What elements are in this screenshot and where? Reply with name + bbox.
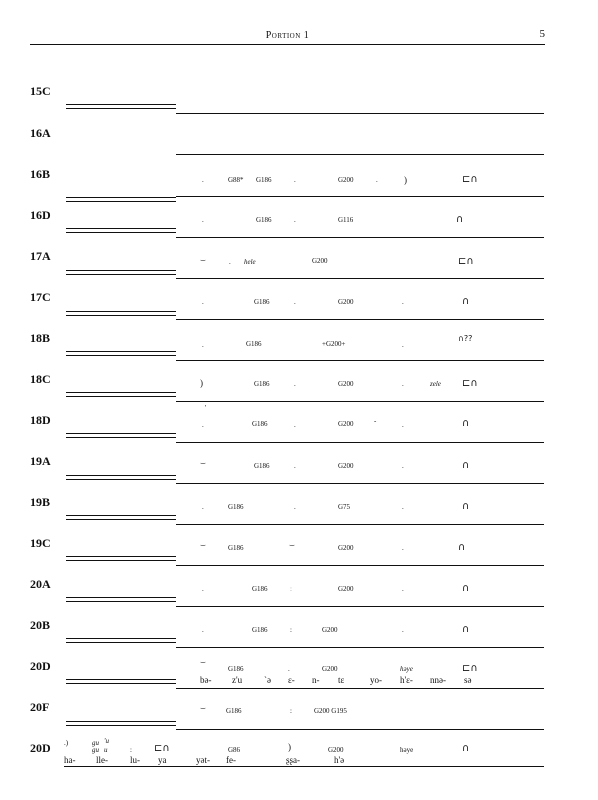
neume-code: G186: [228, 503, 244, 511]
notation-row: [0, 167, 598, 208]
neume-code: G186: [256, 216, 272, 224]
neume-dot: .: [229, 258, 231, 266]
neume-code: G186: [252, 626, 268, 634]
neume-dot: .: [202, 216, 204, 224]
syllable: tɛ: [338, 675, 345, 685]
row-label: 18D: [30, 413, 51, 427]
mode-sign: ⊏∩: [458, 256, 474, 267]
syllable: ʂʂa-: [286, 755, 300, 765]
mode-sign: ∩: [462, 460, 470, 471]
notation-row: [0, 290, 598, 331]
notation-row: [0, 454, 598, 495]
neume-sign: ): [200, 378, 203, 388]
notation-row: [0, 404, 598, 454]
neume-dash: -: [374, 417, 377, 425]
neume-code: +G200+: [322, 340, 346, 348]
staff-rule: [176, 647, 544, 648]
row-label: 18B: [30, 331, 51, 345]
neume-dot: .: [402, 298, 404, 306]
staff-rule: [176, 319, 544, 320]
notation-row: [0, 495, 598, 536]
double-rule: [66, 597, 176, 602]
staff-rule: [176, 360, 544, 361]
mode-sign: ∩??: [458, 334, 473, 343]
syllable: lu-: [130, 755, 140, 765]
double-rule: [66, 392, 176, 397]
mode-sign: ∩: [458, 542, 466, 553]
neume-dot: .: [202, 341, 204, 349]
neume-dot: .: [288, 665, 290, 673]
double-rule: [66, 270, 176, 275]
neume-dot: .: [376, 176, 378, 184]
neume-dot: .: [294, 216, 296, 224]
mode-sign: ⊏∩: [462, 174, 478, 185]
page-number: 5: [539, 28, 545, 40]
mode-sign: ⊏∩: [462, 378, 478, 389]
neume-code: G200: [338, 462, 354, 470]
neume-code: G186: [254, 380, 270, 388]
neume-code: G200: [338, 585, 354, 593]
neume-code: G200: [338, 380, 354, 388]
neume-dot: .: [202, 421, 204, 429]
neume-code: G88*: [228, 176, 244, 184]
notation-row: [0, 536, 598, 577]
notation-row: [0, 208, 598, 249]
syllable: nnə-: [430, 675, 446, 685]
notation-row: [0, 577, 598, 618]
neume-sign: ⌣: [200, 703, 206, 713]
neume-word: həye: [400, 665, 413, 673]
neume-code: G200: [312, 257, 328, 265]
syllable: `ə: [264, 675, 271, 685]
mode-sign: ∩: [462, 624, 470, 635]
neume-word: gu: [92, 739, 99, 747]
neume-dot: .: [294, 298, 296, 306]
notation-row: [0, 331, 598, 372]
row-label: 18C: [30, 372, 51, 386]
notation-row: [0, 700, 598, 741]
neume-code: G200 G195: [314, 707, 347, 715]
staff-rule: [176, 442, 544, 443]
syllable: yo-: [370, 675, 382, 685]
row-label: 20F: [30, 700, 50, 714]
row-label: 17A: [30, 249, 51, 263]
running-title: Portion 1: [265, 30, 310, 41]
neume-code: G116: [338, 216, 354, 224]
neume-code: G186: [226, 707, 242, 715]
notation-row: [0, 618, 598, 659]
double-rule: [66, 556, 176, 561]
neume-word: zele: [430, 380, 441, 388]
notation-row: [0, 737, 598, 782]
neume-dot: .: [402, 421, 404, 429]
double-rule: [66, 311, 176, 316]
neume-dot: .: [202, 503, 204, 511]
neume-dot: .: [402, 341, 404, 349]
neume-sign: ): [288, 742, 291, 752]
mode-sign: ∩: [462, 583, 470, 594]
neume-code: G75: [338, 503, 351, 511]
double-rule: [66, 351, 176, 356]
notation-row: [0, 372, 598, 413]
double-rule: [66, 638, 176, 643]
neume-code: G186: [246, 340, 262, 348]
syllable: ɛ-: [288, 675, 295, 685]
staff-rule: [176, 688, 544, 689]
neume-code: G200: [338, 544, 354, 552]
mode-sign: ∩: [462, 296, 470, 307]
neume-word: u: [104, 746, 108, 754]
syllable: lle-: [96, 755, 108, 765]
neume-sign: ⌣: [289, 540, 295, 550]
neume-code: G200: [322, 626, 338, 634]
row-label: 20A: [30, 577, 51, 591]
row-label: 19B: [30, 495, 51, 509]
neume-code: G186: [254, 298, 270, 306]
syllable: yət-: [196, 755, 210, 765]
neume-dot: .: [294, 176, 296, 184]
neume-colon: :: [290, 626, 292, 634]
header-rule: [30, 44, 545, 45]
syllable: h'ə: [334, 755, 345, 765]
syllable: ha-: [64, 755, 76, 765]
neume-word: həye: [400, 746, 414, 754]
double-rule: [66, 104, 176, 109]
staff-rule: [64, 766, 544, 767]
neume-sign: ): [404, 175, 407, 185]
neume-sign: ⌣: [200, 458, 206, 468]
staff-rule: [176, 729, 544, 730]
neume-dot: .: [294, 462, 296, 470]
neume-colon: :: [130, 746, 132, 754]
neume-sign: ⌣: [200, 540, 206, 550]
neume-word: gu: [92, 746, 99, 754]
neume-dot: .: [402, 462, 404, 470]
neume-dot: .: [294, 503, 296, 511]
staff-rule: [176, 565, 544, 566]
neume-sign: ⌣: [200, 657, 206, 667]
neume-colon: :: [290, 585, 292, 593]
syllable: sə: [464, 675, 472, 685]
syllable: h'ɛ-: [400, 675, 413, 685]
neume-code: G186: [228, 544, 244, 552]
neume-dot: .: [402, 544, 404, 552]
neume-colon: :: [290, 707, 292, 715]
staff-rule: [176, 483, 544, 484]
neume-dot: .: [202, 176, 204, 184]
staff-rule: [176, 237, 544, 238]
neume-code: G186: [254, 462, 270, 470]
row-label: 16D: [30, 208, 51, 222]
syllable: n-: [312, 675, 320, 685]
neume-dot: .: [294, 380, 296, 388]
neume-sign: .): [64, 739, 69, 747]
neume-dot: .: [402, 503, 404, 511]
mode-sign: ∩: [456, 214, 464, 225]
row-label: 16A: [30, 126, 51, 140]
neume-code: G200: [338, 176, 354, 184]
neume-dot: .: [402, 626, 404, 634]
neume-code: G200: [338, 298, 354, 306]
notation-row: [0, 659, 598, 700]
neume-code: G186: [252, 420, 268, 428]
staff-rule: [176, 196, 544, 197]
double-rule: [66, 679, 176, 684]
syllable: fe-: [226, 755, 236, 765]
row-label: 19C: [30, 536, 51, 550]
double-rule: [66, 433, 176, 438]
row-label: 20B: [30, 618, 51, 632]
double-rule: [66, 721, 176, 726]
row-label: 17C: [30, 290, 51, 304]
neume-code: G200: [338, 420, 354, 428]
row-label: 20D: [30, 659, 51, 673]
mode-sign: ∩: [462, 501, 470, 512]
row-label: 20D: [30, 741, 51, 755]
double-rule: [66, 515, 176, 520]
neume-word: hele: [244, 258, 256, 266]
neume-code: G86: [228, 746, 241, 754]
neume-dot: .: [402, 380, 404, 388]
mode-sign: ∩: [462, 743, 470, 754]
neume-code: G200: [328, 746, 344, 754]
neume-code: G186: [252, 585, 268, 593]
staff-rule: [176, 154, 544, 155]
staff-rule: [176, 401, 544, 402]
double-rule: [66, 197, 176, 202]
notation-row: [0, 249, 598, 290]
staff-rule: [176, 524, 544, 525]
neume-dot: .: [294, 421, 296, 429]
double-rule: [66, 228, 176, 233]
mode-sign: ⊏∩: [462, 663, 478, 674]
syllable: z'u: [232, 675, 243, 685]
neume-dot: .: [402, 585, 404, 593]
notation-row: [0, 84, 598, 125]
mode-sign: ∩: [462, 418, 470, 429]
syllable: bə-: [200, 675, 212, 685]
neume-sign: ⌣: [200, 255, 206, 265]
row-label: 19A: [30, 454, 51, 468]
staff-rule: [176, 606, 544, 607]
syllable: ya: [158, 755, 167, 765]
mode-sign: ⊏∩: [154, 743, 170, 754]
staff-rule: [176, 113, 544, 114]
neume-code: G186: [228, 665, 244, 673]
neume-accent: ': [205, 404, 207, 412]
row-label: 16B: [30, 167, 51, 181]
neume-dot: .: [202, 585, 204, 593]
staff-rule: [176, 278, 544, 279]
neume-dot: .: [202, 298, 204, 306]
neume-dot: .: [202, 626, 204, 634]
double-rule: [66, 475, 176, 480]
neume-word: 'u: [104, 737, 109, 745]
row-label: 15C: [30, 84, 51, 98]
neume-code: G200: [322, 665, 338, 673]
notation-row: [0, 126, 598, 167]
neume-code: G186: [256, 176, 272, 184]
